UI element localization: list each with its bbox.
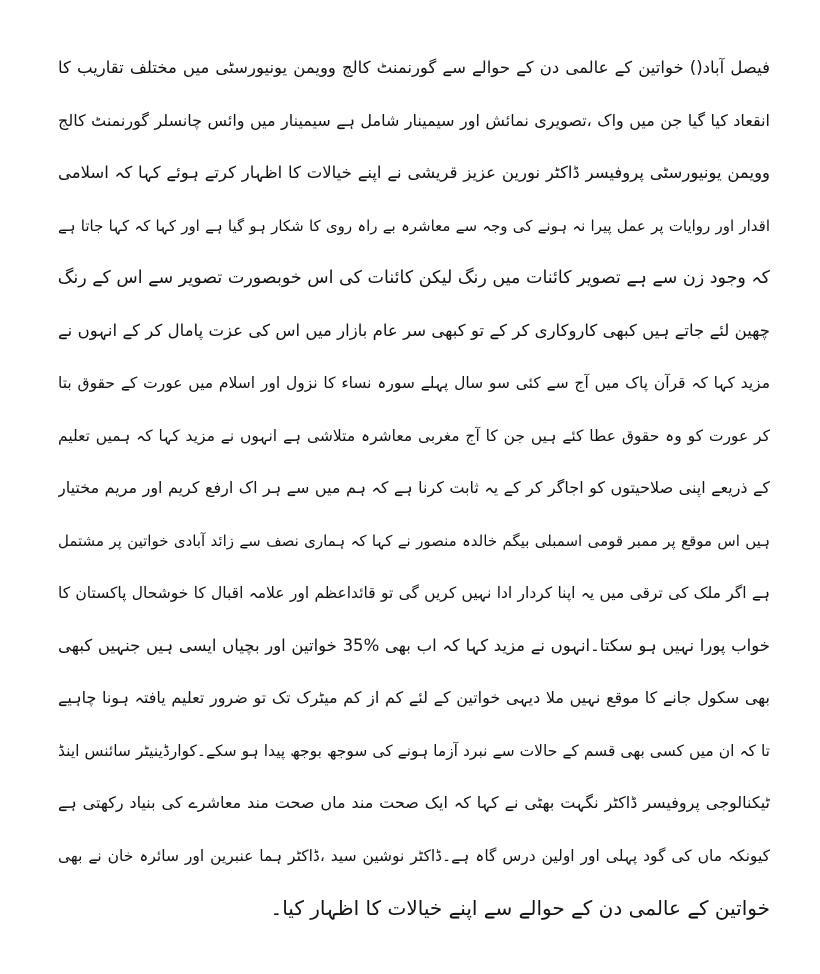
article-line: ہیں اس موقع پر ممبر قومی اسمبلی بیگم خالدہ منصور نے کہا کہ ہماری نصف سے زائد آبادی خواتین پر مشتمل (58, 531, 770, 550)
article-line: کہ وجود زن سے ہے تصویر کائنات میں رنگ لیکن کائنات کی اس خوبصورت تصویر سے اس کے رنگ (58, 268, 770, 288)
article-line: بھی سکول جانے کا موقع نہیں ملا دیہی خواتین کے لئے کم از کم میٹرک تک تو ضرور تعلیم یافتہ ہونا چاہیے (58, 688, 770, 707)
article-line: کیونکہ ماں کی گود پہلی اور اولین درس گاہ ہے۔ڈاکٹر نوشین سید ،ڈاکٹر ہما عنبرین اور سائرہ خان نے بھی (58, 846, 770, 865)
article-line: کر عورت کو وہ حقوق عطا کئے ہیں جن کا آج مغربی معاشرہ متلاشی ہے انہوں نے مزید کہا کہ ہمیں تعلیم (58, 426, 770, 445)
article-line: کے ذریعے اپنی صلاحیتوں کو اجاگر کر کے یہ ثابت کرنا ہے کہ ہم میں سے ہر اک ارفع کریم اور مریم مختیار (58, 478, 770, 497)
article-line: مزید کہا کہ قرآن پاک میں آج سے کئی سو سال پہلے سورہ نساء کا نزول اور اسلام میں عورت کے حقوق بتا (58, 374, 770, 392)
article-line: تا کہ ان میں کسی بھی قسم کے حالات سے نبرد آزما ہونے کی سوجھ بوجھ پیدا ہو سکے۔کوارڈینیٹر سائنس اینڈ (58, 741, 770, 760)
article-line: انقعاد کیا گیا جن میں واک ،تصویری نمائش اور سیمینار شامل ہے سیمینار میں وائس چانسلر گورنمنٹ کالج (58, 110, 770, 130)
article-line: اقدار اور روایات پر عمل پیرا نہ ہونے کی وجہ سے معاشرہ بے راہ روی کا شکار ہو گیا ہے اور کہا کہ کہا جاتا ہے (58, 216, 770, 235)
article-line: ٹیکنالوجی پروفیسر ڈاکٹر نگہت بھٹی نے کہا کہ ایک صحت مند ماں صحت مند معاشرے کی بنیاد رکھتی ہے (58, 793, 770, 812)
article-line: ہے اگر ملک کی ترقی میں یہ اپنا کردار ادا نہیں کریں گی تو قائداعظم اور علامہ اقبال کا خوشحال پاکستان کا (58, 584, 770, 602)
article-line: فیصل آباد() خواتین کے عالمی دن کے حوالے سے گورنمنٹ کالج وویمن یونیورسٹی میں مختلف تقاریب کا (58, 58, 770, 77)
article-line-last: خواتین کے عالمی دن کے حوالے سے اپنے خیالات کا اظہار کیا۔ (270, 896, 770, 920)
article-line: وویمن یونیورسٹی پروفیسر ڈاکٹر نورین عزیز قریشی نے اپنے خیالات کا اظہار کرتے ہوئے کہا کہ اسلامی (58, 163, 770, 182)
article-line: خواب پورا نہیں ہو سکتا۔انہوں نے مزید کہا کہ اب بھی %35 خواتین اور بچیاں ایسی ہیں جنہیں کبھی (58, 635, 770, 655)
article-line: چھین لئے جاتے ہیں کبھی کاروکاری کر کے تو کبھی سر عام بازار میں اس کی عزت پامال کر کے انہوں نے (58, 320, 770, 340)
article-body (58, 42, 770, 935)
